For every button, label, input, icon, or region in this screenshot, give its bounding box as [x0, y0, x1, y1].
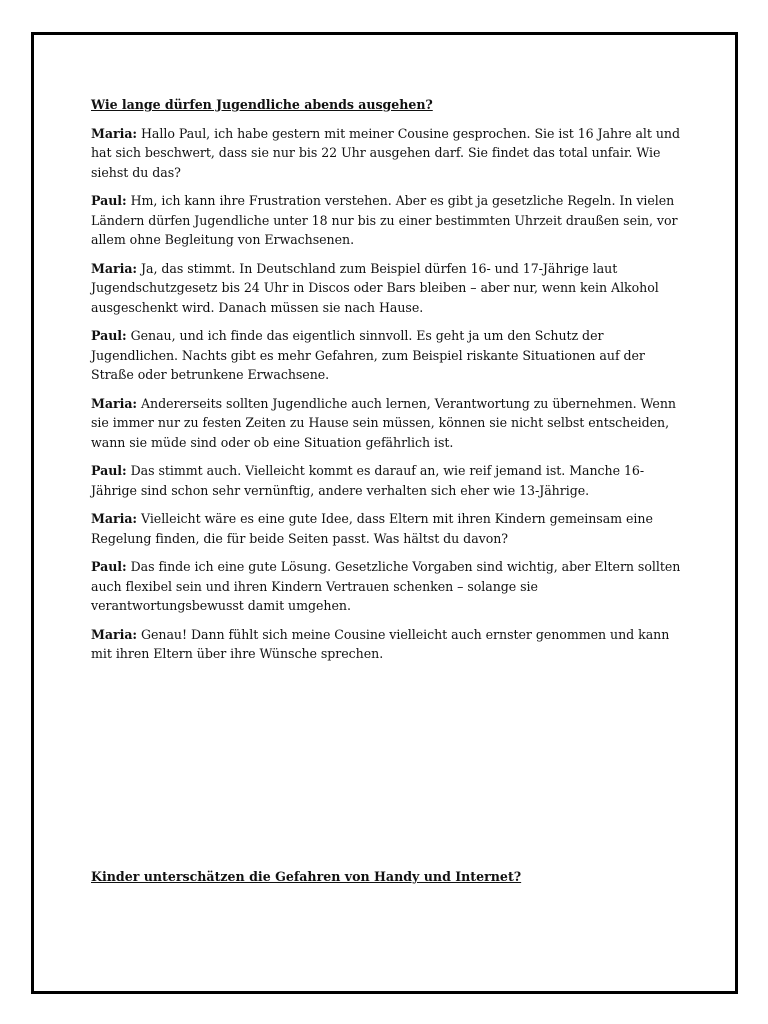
speaker-name: Paul: [91, 463, 127, 478]
speaker-name: Paul: [91, 328, 127, 343]
dialogue-line [91, 124, 681, 183]
dialogue-text: Das stimmt auch. Vielleicht kommt es darauf an, wie reif jemand ist. Manche 16-Jährige sind schon sehr vernünftig, andere verhalten sich eher wie 13-Jährige. [91, 463, 645, 498]
document-page [31, 32, 738, 994]
dialogue-line [91, 461, 681, 500]
dialogue-text: Das finde ich eine gute Lösung. Gesetzliche Vorgaben sind wichtig, aber Eltern sollten auch flexibel sein und ihren Kindern Vertrauen schenken – solange sie verantwortungsbewusst damit umgehen. [91, 559, 681, 613]
dialogue-text: Hallo Paul, ich habe gestern mit meiner Cousine gesprochen. Sie ist 16 Jahre alt und hat sich beschwert, dass sie nur bis 22 Uhr ausgehen darf. Sie findet das total unfair. Wie siehst du das? [91, 125, 680, 180]
dialogue-text: Andererseits sollten Jugendliche auch lernen, Verantwortung zu übernehmen. Wenn sie immer nur zu festen Zeiten zu Hause sein müssen, können sie nicht selbst entscheiden, wann sie müde sind oder ob eine Situation gefährlich ist. [91, 395, 676, 450]
dialogue-line [91, 394, 681, 453]
speaker-name: Maria: [91, 125, 138, 141]
dialogue-text: Genau, und ich finde das eigentlich sinnvoll. Es geht ja um den Schutz der Jugendlichen. Nachts gibt es mehr Gefahren, zum Beispiel riskante Situationen auf der Straße oder betrunkene Erwachsene. [91, 328, 645, 382]
dialogue-line [91, 191, 681, 250]
section-title-2: Kinder unterschätzen die Gefahren von Handy und Internet? [91, 869, 522, 884]
dialogue-text: Ja, das stimmt. In Deutschland zum Beispiel dürfen 16- und 17-Jährige laut Jugendschutzgesetz bis 24 Uhr in Discos oder Bars bleiben – aber nur, wenn kein Alkohol ausgeschenkt wird. Danach müssen sie nach Hause. [91, 260, 659, 315]
section-title: Wie lange dürfen Jugendliche abends ausgehen? [91, 97, 433, 112]
speaker-name: Maria: [91, 511, 138, 526]
speaker-name: Maria: [91, 626, 138, 642]
speaker-name: Maria: [91, 260, 138, 276]
dialogue-text: Hm, ich kann ihre Frustration verstehen. Aber es gibt ja gesetzliche Regeln. In vielen Ländern dürfen Jugendliche unter 18 nur bis zu einer bestimmten Uhrzeit draußen sein, vor allem ohne Begleitung von Erwachsenen. [91, 193, 678, 247]
dialogue-line [91, 326, 681, 385]
speaker-name: Paul: [91, 559, 127, 574]
dialogue-line [91, 557, 681, 616]
dialogue-text: Genau! Dann fühlt sich meine Cousine vielleicht auch ernster genommen und kann mit ihren Eltern über ihre Wünsche sprechen. [91, 626, 670, 661]
speaker-name: Maria: [91, 395, 138, 411]
dialogue-text: Vielleicht wäre es eine gute Idee, dass Eltern mit ihren Kindern gemeinsam eine Regelung finden, die für beide Seiten passt. Was hältst du davon? [91, 511, 653, 546]
document-body [91, 95, 681, 673]
speaker-name: Paul: [91, 193, 127, 208]
dialogue-line [91, 259, 681, 318]
dialogue-line [91, 625, 681, 664]
dialogue-line [91, 509, 681, 548]
